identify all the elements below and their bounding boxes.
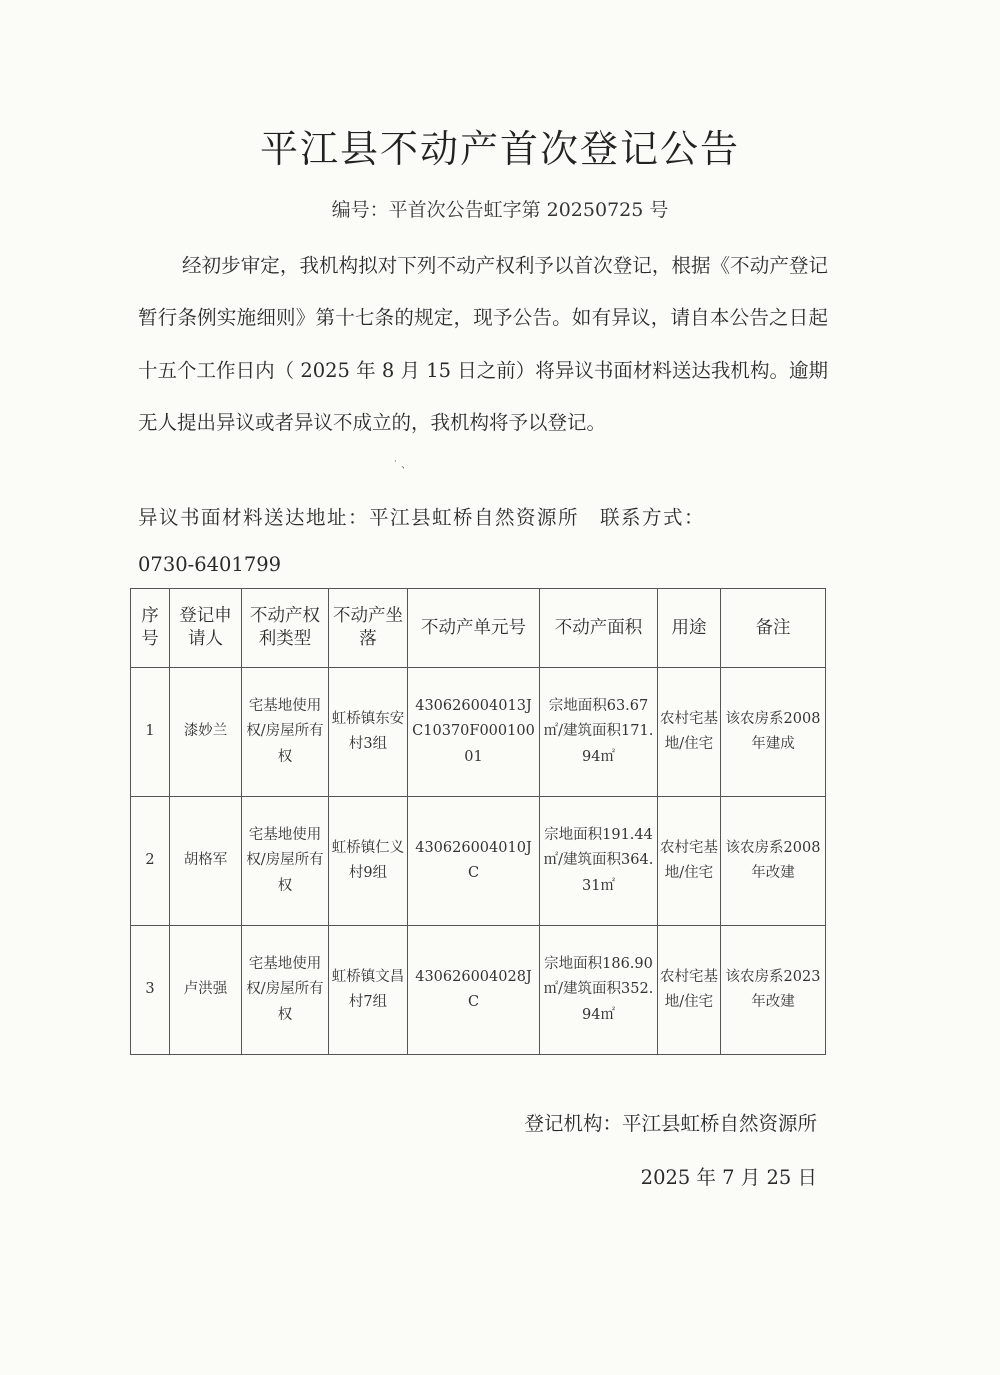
table-row bbox=[131, 797, 826, 926]
cell-right-type: 宅基地使用权/房屋所有权 bbox=[242, 668, 329, 797]
cell-usage: 农村宅基地/住宅 bbox=[658, 797, 721, 926]
cell-right-type: 宅基地使用权/房屋所有权 bbox=[242, 926, 329, 1055]
cell-unit-number: 430626004013JC10370F00010001 bbox=[408, 668, 540, 797]
notice-date: 2025 年 7 月 25 日 bbox=[640, 1166, 817, 1189]
cell-index: 2 bbox=[131, 797, 170, 926]
registration-authority: 登记机构：平江县虹桥自然资源所 bbox=[524, 1112, 817, 1135]
cell-right-type: 宅基地使用权/房屋所有权 bbox=[242, 797, 329, 926]
objection-address: 异议书面材料送达地址：平江县虹桥自然资源所 联系方式： bbox=[138, 506, 706, 529]
notice-title: 平江县不动产首次登记公告 bbox=[259, 127, 740, 171]
table-header-row bbox=[131, 589, 826, 668]
contact-phone: 0730-6401799 bbox=[138, 553, 282, 576]
cell-area: 宗地面积63.67㎡/建筑面积171.94㎡ bbox=[540, 668, 658, 797]
cell-unit-number: 430626004028JC bbox=[408, 926, 540, 1055]
col-header-remark: 备注 bbox=[721, 589, 826, 668]
col-header-applicant: 登记申请人 bbox=[170, 589, 242, 668]
table-row bbox=[131, 668, 826, 797]
cell-location: 虹桥镇仁义村9组 bbox=[329, 797, 408, 926]
registration-table bbox=[130, 588, 826, 1055]
cell-remark: 该农房系2023年改建 bbox=[721, 926, 826, 1055]
cell-usage: 农村宅基地/住宅 bbox=[658, 668, 721, 797]
cell-location: 虹桥镇东安村3组 bbox=[329, 668, 408, 797]
notice-body: 经初步审定，我机构拟对下列不动产权利予以首次登记，根据《不动产登记暂行条例实施细则》第十七条的规定，现予公告。如有异议，请自本公告之日起十五个工作日内（ 2025 年 8 月 15 日之前）将异议书面材料送达我机构。逾期无人提出异议或者异议不成立的，我机构将予以登记。 bbox=[138, 254, 828, 435]
col-header-area: 不动产面积 bbox=[540, 589, 658, 668]
cell-unit-number: 430626004010JC bbox=[408, 797, 540, 926]
col-header-index: 序号 bbox=[131, 589, 170, 668]
col-header-unit-number: 不动产单元号 bbox=[408, 589, 540, 668]
table-row bbox=[131, 926, 826, 1055]
col-header-location: 不动产坐落 bbox=[329, 589, 408, 668]
col-header-right-type: 不动产权利类型 bbox=[242, 589, 329, 668]
cell-area: 宗地面积191.44㎡/建筑面积364.31㎡ bbox=[540, 797, 658, 926]
cell-remark: 该农房系2008年建成 bbox=[721, 668, 826, 797]
col-header-usage: 用途 bbox=[658, 589, 721, 668]
document-number: 编号：平首次公告虹字第 20250725 号 bbox=[331, 199, 669, 221]
cell-location: 虹桥镇文昌村7组 bbox=[329, 926, 408, 1055]
cell-index: 1 bbox=[131, 668, 170, 797]
cell-usage: 农村宅基地/住宅 bbox=[658, 926, 721, 1055]
cell-area: 宗地面积186.90㎡/建筑面积352.94㎡ bbox=[540, 926, 658, 1055]
scan-speck: ˙ 、 bbox=[393, 460, 412, 471]
cell-applicant: 卢洪强 bbox=[170, 926, 242, 1055]
cell-applicant: 漆妙兰 bbox=[170, 668, 242, 797]
cell-remark: 该农房系2008年改建 bbox=[721, 797, 826, 926]
cell-applicant: 胡格军 bbox=[170, 797, 242, 926]
cell-index: 3 bbox=[131, 926, 170, 1055]
